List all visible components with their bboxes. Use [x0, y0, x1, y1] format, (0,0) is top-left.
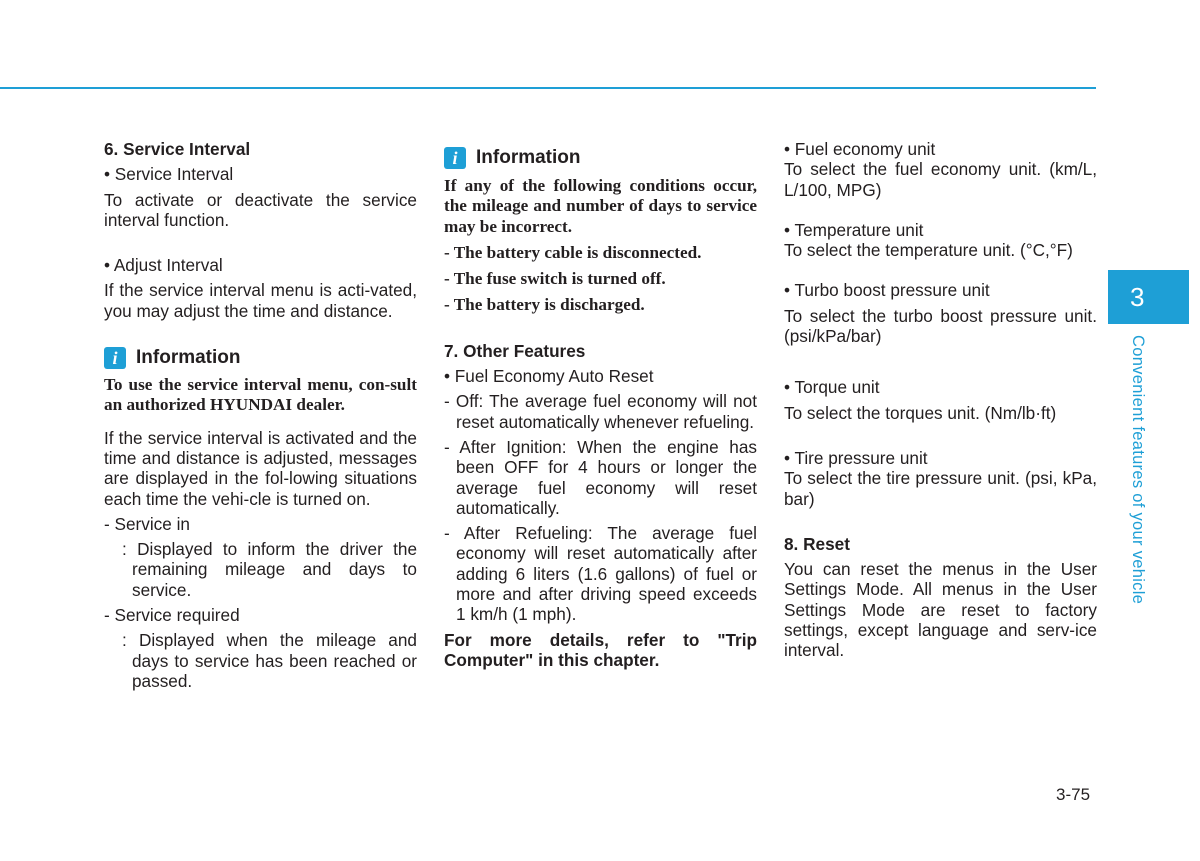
paragraph: To select the temperature unit. (°C,°F)	[784, 240, 1073, 261]
bullet-item: • Fuel economy unit	[784, 139, 936, 159]
note: For more details, refer to "Trip Computer" in this chapter.	[444, 629, 757, 670]
list-item: - Service required	[104, 605, 240, 626]
bullet-item: • Torque unit	[784, 377, 880, 398]
information-text: If any of the following conditions occur, the mileage and number of days to service may be incorrect.	[444, 176, 757, 236]
page-number: 3-75	[1056, 785, 1091, 804]
info-icon: i	[444, 147, 466, 169]
header-rule	[0, 87, 1096, 89]
list-item-description: : Displayed to inform the driver the remaining mileage and days to service.	[122, 539, 417, 600]
paragraph: If the service interval is activated and the time and distance is adjusted, messages are displayed in the fol-lowing situations each time the vehi-cle is turned on.	[104, 427, 417, 509]
information-title: Information	[476, 147, 581, 168]
chapter-tab: 3	[1108, 270, 1189, 324]
column-right	[784, 139, 1097, 661]
list-item: - Off: The average fuel economy will not reset automatically whenever refueling.	[444, 391, 757, 432]
information-title: Information	[136, 347, 241, 369]
bullet-item: • Fuel Economy Auto Reset	[444, 366, 654, 387]
list-item: - After Ignition: When the engine has been OFF for 4 hours or longer the average fuel economy will reset automatically.	[444, 436, 757, 518]
paragraph: To select the torques unit. (Nm/lb·ft)	[784, 402, 1057, 423]
paragraph: If the service interval menu is acti-vated, you may adjust the time and distance.	[104, 280, 417, 321]
section-heading: 8. Reset	[784, 533, 850, 554]
information-heading	[104, 346, 417, 370]
bullet-item: • Adjust Interval	[104, 255, 223, 276]
bullet-item: • Service Interval	[104, 164, 234, 185]
chapter-title: Convenient features of your vehicle	[1129, 335, 1147, 605]
bullet-item: • Temperature unit	[784, 219, 924, 240]
paragraph: To select the tire pressure unit. (psi, kPa, bar)	[784, 468, 1097, 509]
section-heading: 7. Other Features	[444, 340, 586, 361]
information-heading	[444, 146, 757, 170]
section-heading: 6. Service Interval	[104, 139, 251, 159]
info-icon: i	[104, 347, 126, 369]
list-item: - Service in	[104, 513, 190, 534]
column-middle	[444, 146, 757, 670]
list-item-description: : Displayed when the mileage and days to service has been reached or passed.	[122, 630, 417, 691]
bullet-item: • Tire pressure unit	[784, 447, 928, 468]
paragraph: To select the fuel economy unit. (km/L, L/100, MPG)	[784, 159, 1097, 200]
list-item: - The fuse switch is turned off.	[444, 269, 666, 289]
list-item: - The battery cable is disconnected.	[444, 242, 702, 262]
paragraph: You can reset the menus in the User Settings Mode. All menus in the User Settings Mode are reset to factory settings, except language and serv-ice interval.	[784, 559, 1097, 661]
paragraph: To activate or deactivate the service interval function.	[104, 189, 417, 230]
column-left	[104, 139, 417, 691]
list-item: - After Refueling: The average fuel economy will reset automatically after adding 6 liters (1.6 gallons) of fuel or more and after driving speed exceeds 1 km/h (1 mph).	[444, 523, 757, 625]
information-text: To use the service interval menu, con-sult an authorized HYUNDAI dealer.	[104, 375, 417, 415]
list-item: - The battery is discharged.	[444, 295, 645, 315]
paragraph: To select the turbo boost pressure unit. (psi/kPa/bar)	[784, 305, 1097, 347]
bullet-item: • Turbo boost pressure unit	[784, 280, 990, 301]
